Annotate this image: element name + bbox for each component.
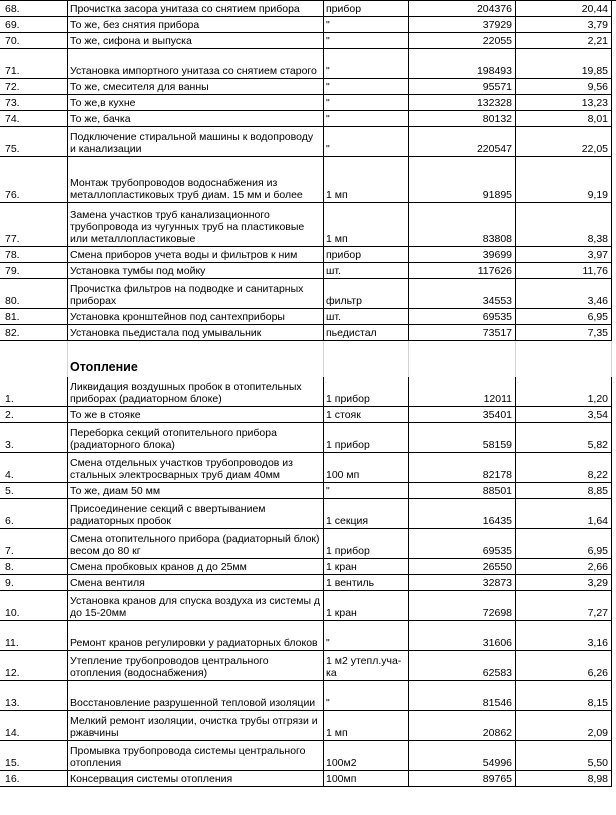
row-number: 79. — [0, 263, 68, 279]
row-cost: 7,27 — [516, 591, 612, 621]
row-description: То же, без снятия прибора — [68, 17, 324, 33]
row-unit: " — [324, 127, 409, 157]
row-description: Прочистка фильтров на подводке и санитарных приборах — [68, 279, 324, 309]
row-unit: " — [324, 111, 409, 127]
row-number: 73. — [0, 95, 68, 111]
row-description: Монтаж трубопроводов водоснабжения из металлопластиковых труб диам. 15 мм и более — [68, 157, 324, 203]
row-unit: " — [324, 33, 409, 49]
table-row — [0, 203, 616, 247]
row-number: 8. — [0, 559, 68, 575]
row-unit: " — [324, 95, 409, 111]
section-title-heating: Отопление — [70, 360, 138, 374]
table-row — [0, 651, 616, 681]
row-number: 74. — [0, 111, 68, 127]
row-value: 26550 — [409, 559, 516, 575]
row-unit: 1 секция — [324, 499, 409, 529]
row-value: 82178 — [409, 453, 516, 483]
row-value: 95571 — [409, 79, 516, 95]
row-value: 34553 — [409, 279, 516, 309]
table-row — [0, 49, 616, 79]
row-cost: 5,50 — [516, 741, 612, 771]
row-value: 35401 — [409, 407, 516, 423]
row-cost: 3,79 — [516, 17, 612, 33]
row-cost: 2,66 — [516, 559, 612, 575]
row-cost: 6,95 — [516, 529, 612, 559]
table-row — [0, 33, 616, 49]
row-unit: 1 кран — [324, 559, 409, 575]
row-cost: 2,09 — [516, 711, 612, 741]
table-row — [0, 325, 616, 341]
row-number: 2. — [0, 407, 68, 423]
row-number: 15. — [0, 741, 68, 771]
row-cost: 20,44 — [516, 1, 612, 17]
table-row — [0, 559, 616, 575]
row-value: 88501 — [409, 483, 516, 499]
row-description: Установка кронштейнов под сантехприборы — [68, 309, 324, 325]
empty-cell — [516, 341, 612, 377]
row-number: 77. — [0, 203, 68, 247]
row-cost: 8,22 — [516, 453, 612, 483]
row-unit: " — [324, 483, 409, 499]
row-unit: " — [324, 49, 409, 79]
row-value: 69535 — [409, 529, 516, 559]
row-unit: прибор — [324, 1, 409, 17]
row-number: 9. — [0, 575, 68, 591]
row-value: 12011 — [409, 377, 516, 407]
table-row — [0, 529, 616, 559]
row-unit: шт. — [324, 309, 409, 325]
table-row — [0, 621, 616, 651]
row-description: Подключение стиральной машины к водопроводу и канализации — [68, 127, 324, 157]
row-value: 54996 — [409, 741, 516, 771]
table-row — [0, 591, 616, 621]
row-unit: 100 мп — [324, 453, 409, 483]
row-value: 89765 — [409, 771, 516, 787]
row-number: 82. — [0, 325, 68, 341]
row-value: 32873 — [409, 575, 516, 591]
row-value: 58159 — [409, 423, 516, 453]
table-row — [0, 247, 616, 263]
table-row — [0, 575, 616, 591]
row-number: 5. — [0, 483, 68, 499]
row-description: Ликвидация воздушных пробок в отопительных приборах (радиаторном блоке) — [68, 377, 324, 407]
row-unit: прибор — [324, 247, 409, 263]
row-number: 81. — [0, 309, 68, 325]
row-cost: 8,85 — [516, 483, 612, 499]
row-unit: пьедистал — [324, 325, 409, 341]
empty-cell — [0, 341, 68, 377]
table-row — [0, 711, 616, 741]
row-description: Установка пьедистала под умывальник — [68, 325, 324, 341]
table-row — [0, 127, 616, 157]
row-number: 80. — [0, 279, 68, 309]
row-number: 13. — [0, 681, 68, 711]
row-cost: 7,35 — [516, 325, 612, 341]
row-number: 1. — [0, 377, 68, 407]
row-unit: 100м2 — [324, 741, 409, 771]
row-cost: 19,85 — [516, 49, 612, 79]
row-value: 39699 — [409, 247, 516, 263]
row-description: Установка импортного унитаза со снятием старого — [68, 49, 324, 79]
row-cost: 6,26 — [516, 651, 612, 681]
table-row — [0, 1, 616, 17]
row-value: 204376 — [409, 1, 516, 17]
table-row — [0, 377, 616, 407]
row-description: Переборка секций отопительного прибора (радиаторного блока) — [68, 423, 324, 453]
row-number: 7. — [0, 529, 68, 559]
table-row — [0, 309, 616, 325]
row-value: 81546 — [409, 681, 516, 711]
row-description: Консервация системы отопления — [68, 771, 324, 787]
row-value: 220547 — [409, 127, 516, 157]
row-description: То же, смесителя для ванны — [68, 79, 324, 95]
row-description: Присоединение секций с ввертыванием радиаторных пробок — [68, 499, 324, 529]
row-cost: 11,76 — [516, 263, 612, 279]
row-cost: 2,21 — [516, 33, 612, 49]
row-description: То же в стояке — [68, 407, 324, 423]
row-unit: 1 вентиль — [324, 575, 409, 591]
table-row — [0, 681, 616, 711]
row-value: 37929 — [409, 17, 516, 33]
row-unit: 1 кран — [324, 591, 409, 621]
row-cost: 3,97 — [516, 247, 612, 263]
row-number: 78. — [0, 247, 68, 263]
row-number: 14. — [0, 711, 68, 741]
row-number: 12. — [0, 651, 68, 681]
row-cost: 8,01 — [516, 111, 612, 127]
row-unit: 1 прибор — [324, 423, 409, 453]
table-row — [0, 453, 616, 483]
table-row — [0, 771, 616, 787]
row-unit: шт. — [324, 263, 409, 279]
row-unit: 1 прибор — [324, 377, 409, 407]
table-row — [0, 157, 616, 203]
row-value: 31606 — [409, 621, 516, 651]
row-value: 198493 — [409, 49, 516, 79]
row-description: Смена приборов учета воды и фильтров к ним — [68, 247, 324, 263]
row-value: 91895 — [409, 157, 516, 203]
table-row — [0, 483, 616, 499]
row-unit: " — [324, 79, 409, 95]
row-value: 22055 — [409, 33, 516, 49]
row-description: Мелкий ремонт изоляции, очистка трубы отгрязи и ржавчины — [68, 711, 324, 741]
row-number: 4. — [0, 453, 68, 483]
row-number: 11. — [0, 621, 68, 651]
row-number: 10. — [0, 591, 68, 621]
row-description: То же,в кухне — [68, 95, 324, 111]
row-description: Прочистка засора унитаза со снятием прибора — [68, 1, 324, 17]
row-value: 20862 — [409, 711, 516, 741]
row-unit: 100мп — [324, 771, 409, 787]
row-value: 72698 — [409, 591, 516, 621]
row-cost: 6,95 — [516, 309, 612, 325]
row-number: 72. — [0, 79, 68, 95]
row-cost: 5,82 — [516, 423, 612, 453]
row-value: 117626 — [409, 263, 516, 279]
row-description: То же, бачка — [68, 111, 324, 127]
empty-cell — [409, 341, 516, 377]
row-value: 83808 — [409, 203, 516, 247]
table-row — [0, 499, 616, 529]
row-number: 70. — [0, 33, 68, 49]
row-value: 62583 — [409, 651, 516, 681]
empty-cell — [324, 341, 409, 377]
section-gap — [0, 341, 616, 377]
row-cost: 3,29 — [516, 575, 612, 591]
row-cost: 9,56 — [516, 79, 612, 95]
row-unit: 1 мп — [324, 711, 409, 741]
row-cost: 13,23 — [516, 95, 612, 111]
row-cost: 8,98 — [516, 771, 612, 787]
row-description: Смена вентиля — [68, 575, 324, 591]
row-description: Промывка трубопровода системы центрального отопления — [68, 741, 324, 771]
row-number: 75. — [0, 127, 68, 157]
row-number: 71. — [0, 49, 68, 79]
row-cost: 3,46 — [516, 279, 612, 309]
row-cost: 8,38 — [516, 203, 612, 247]
row-number: 69. — [0, 17, 68, 33]
row-unit: " — [324, 681, 409, 711]
row-number: 76. — [0, 157, 68, 203]
row-cost: 3,16 — [516, 621, 612, 651]
row-unit: фильтр — [324, 279, 409, 309]
row-number: 68. — [0, 1, 68, 17]
row-unit: 1 стояк — [324, 407, 409, 423]
row-number: 6. — [0, 499, 68, 529]
row-unit: 1 прибор — [324, 529, 409, 559]
table-row — [0, 17, 616, 33]
table-row — [0, 741, 616, 771]
row-description: Утепление трубопроводов центрального отопления (водоснабжения) — [68, 651, 324, 681]
row-unit: " — [324, 17, 409, 33]
row-description: Смена отдельных участков трубопроводов из стальных электросварных труб диам 40мм — [68, 453, 324, 483]
table-row — [0, 95, 616, 111]
row-cost: 1,20 — [516, 377, 612, 407]
row-value: 73517 — [409, 325, 516, 341]
row-cost: 1,64 — [516, 499, 612, 529]
table-row — [0, 279, 616, 309]
table-row — [0, 423, 616, 453]
table-row — [0, 263, 616, 279]
row-cost: 8,15 — [516, 681, 612, 711]
table-row — [0, 407, 616, 423]
row-number: 16. — [0, 771, 68, 787]
row-description: То же, диам 50 мм — [68, 483, 324, 499]
row-description: Замена участков труб канализационного трубопровода из чугунных труб на пластиковые или металлопластиковые — [68, 203, 324, 247]
row-description: Смена пробковых кранов д до 25мм — [68, 559, 324, 575]
row-cost: 3,54 — [516, 407, 612, 423]
row-cost: 9,19 — [516, 157, 612, 203]
row-description: Установка кранов для спуска воздуха из системы д до 15-20мм — [68, 591, 324, 621]
row-unit: " — [324, 621, 409, 651]
row-unit: 1 м2 утепл.уча-ка — [324, 651, 409, 681]
row-cost: 22,05 — [516, 127, 612, 157]
row-number: 3. — [0, 423, 68, 453]
row-description: Установка тумбы под мойку — [68, 263, 324, 279]
row-unit: 1 мп — [324, 157, 409, 203]
row-description: Ремонт кранов регулировки у радиаторных блоков — [68, 621, 324, 651]
row-description: То же, сифона и выпуска — [68, 33, 324, 49]
table-row — [0, 111, 616, 127]
row-value: 132328 — [409, 95, 516, 111]
row-value: 69535 — [409, 309, 516, 325]
row-description: Смена отопительного прибора (радиаторный блок) весом до 80 кг — [68, 529, 324, 559]
row-description: Восстановление разрушенной тепловой изоляции — [68, 681, 324, 711]
row-value: 80132 — [409, 111, 516, 127]
table-row — [0, 79, 616, 95]
row-unit: 1 мп — [324, 203, 409, 247]
row-value: 16435 — [409, 499, 516, 529]
